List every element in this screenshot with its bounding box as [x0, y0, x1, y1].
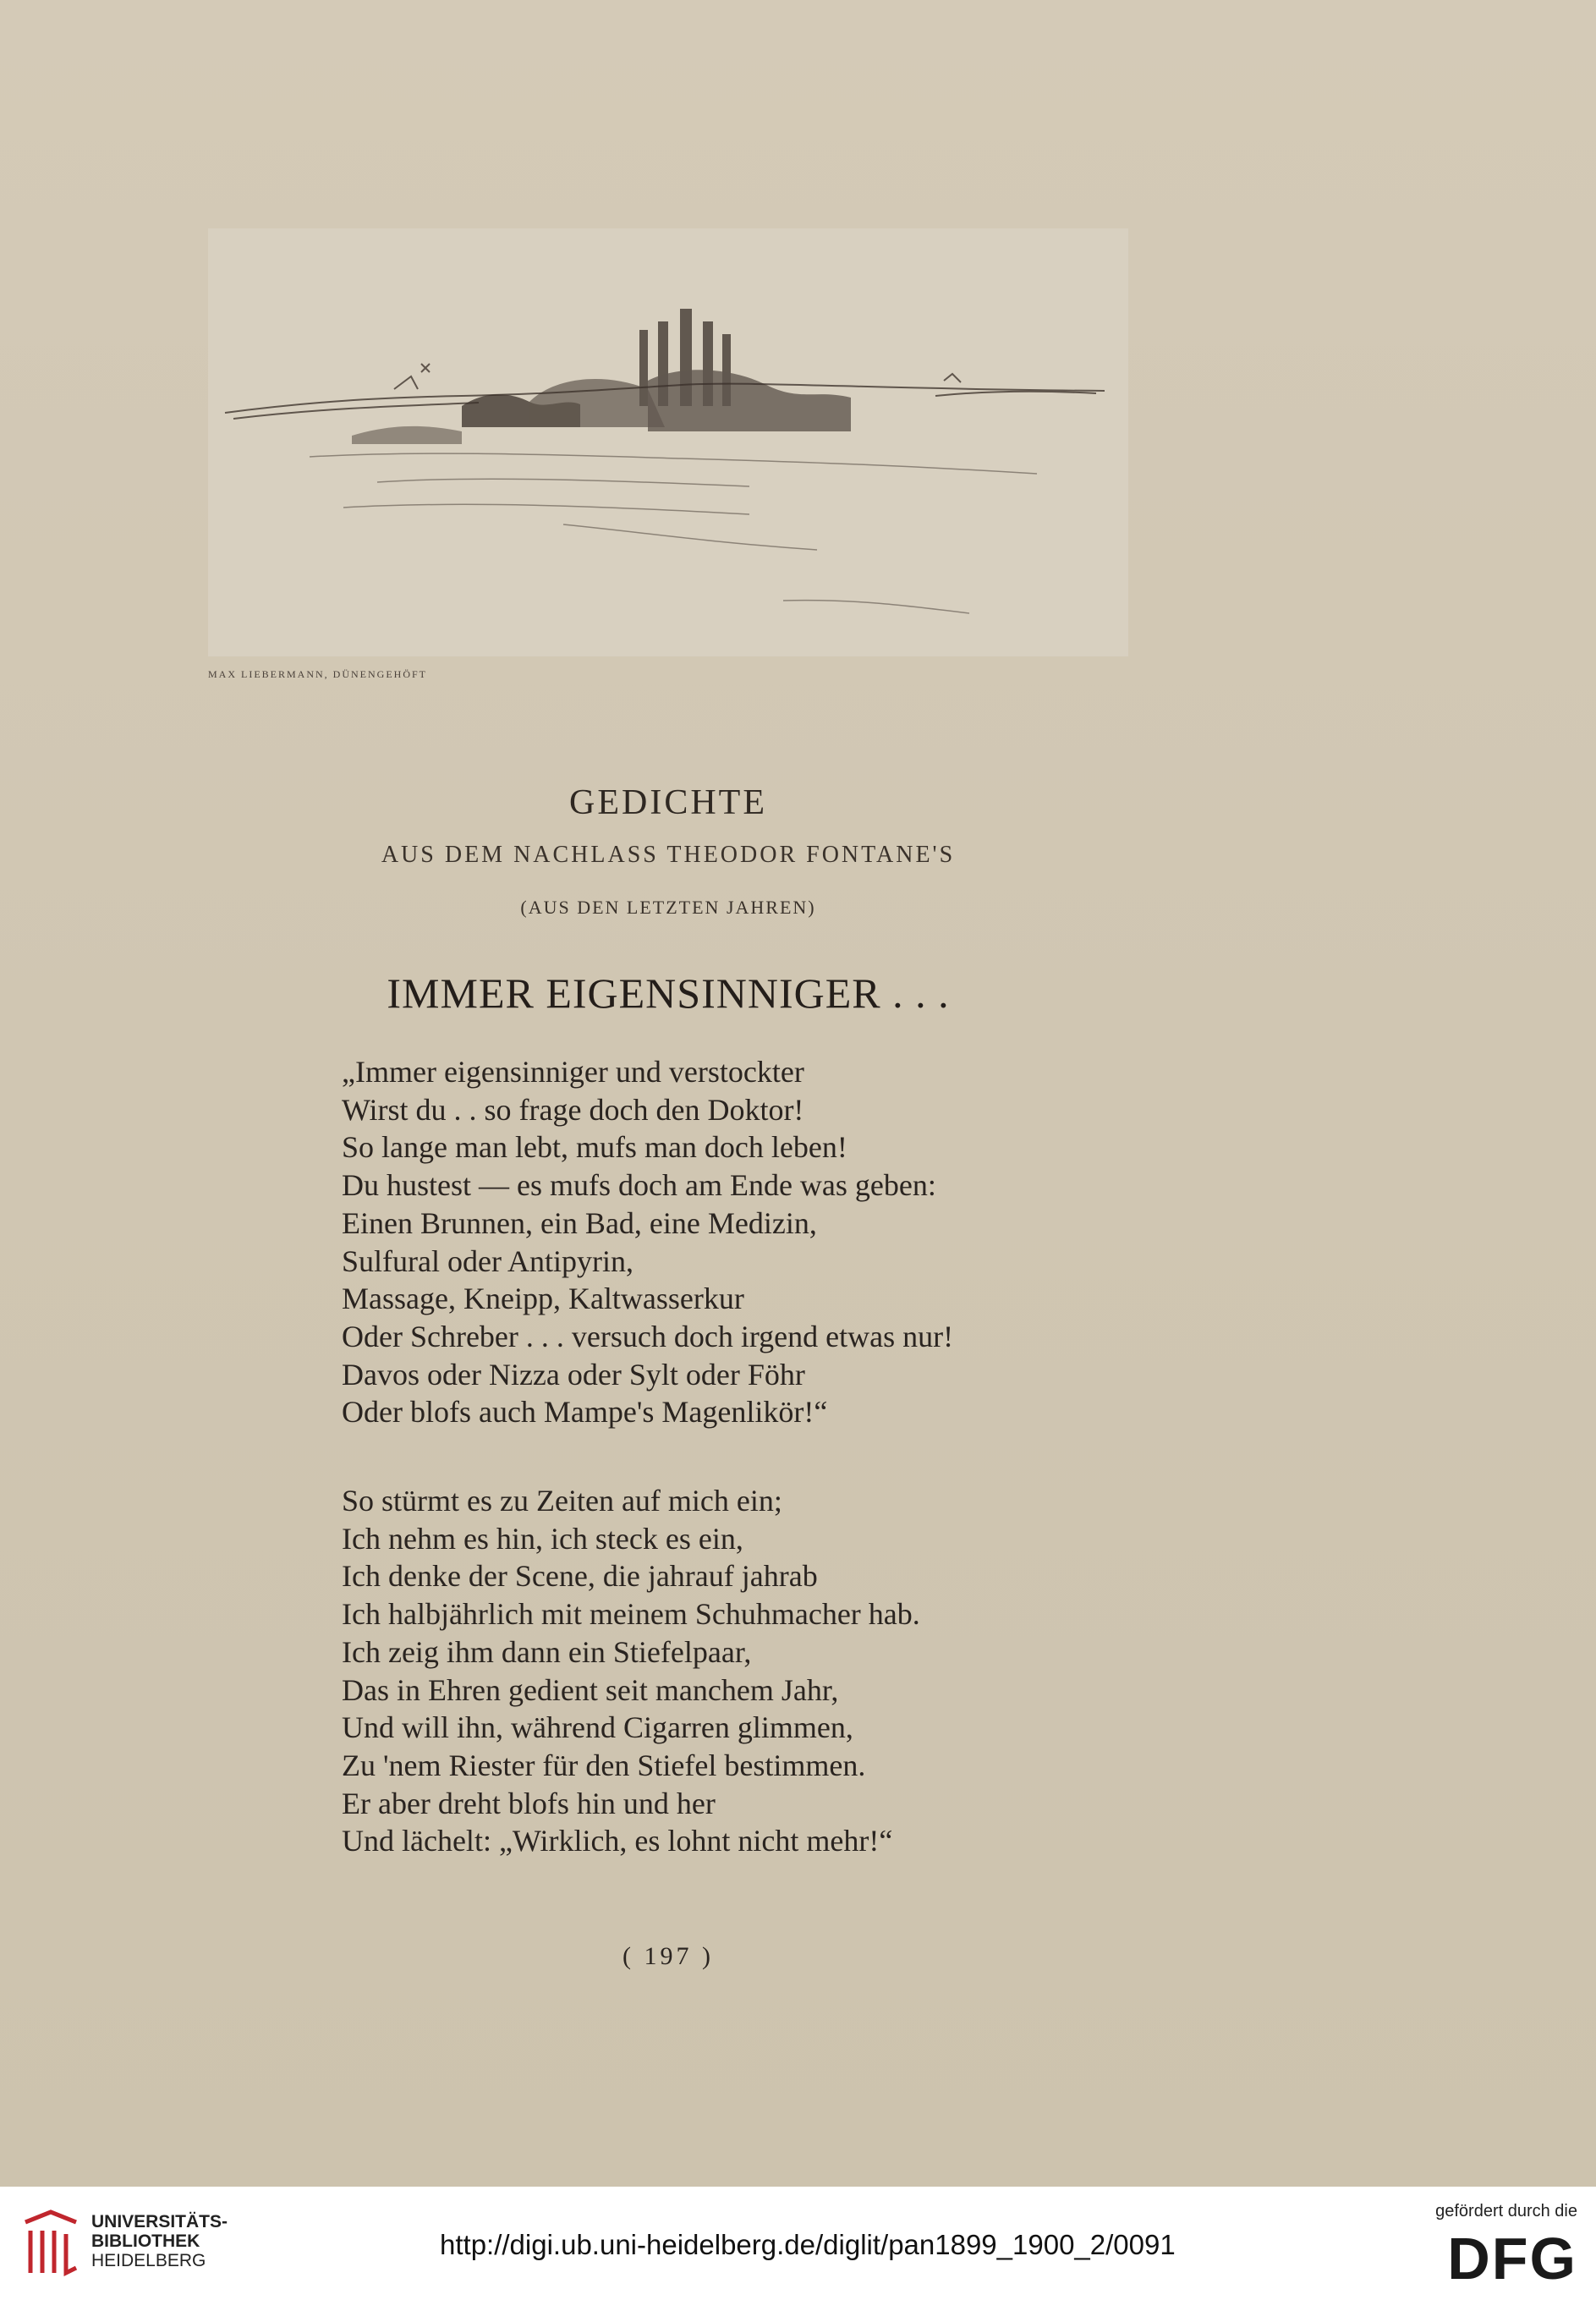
funded-by-label: gefördert durch die [1435, 2202, 1577, 2220]
poem-title: IMMER EIGENSINNIGER . . . [387, 969, 950, 1017]
library-name-line: HEIDELBERG [91, 2251, 206, 2270]
permalink-url[interactable]: http://digi.ub.uni-heidelberg.de/diglit/pan1899_1900_2/0091 [440, 2229, 1176, 2260]
poem-line: Das in Ehren gedient seit manchem Jahr, [342, 1672, 839, 1707]
poem-line: Und will ihn, während Cigarren glimmen, [342, 1710, 853, 1745]
poem-line: Ich halbjährlich mit meinem Schuhmacher hab. [342, 1597, 920, 1632]
stanza-1 [342, 1053, 1103, 1431]
plate-caption: MAX LIEBERMANN, DÜNENGEHÖFT [208, 668, 427, 680]
library-name-line: UNIVERSITÄTS- [91, 2212, 228, 2231]
poem-line: So stürmt es zu Zeiten auf mich ein; [342, 1484, 782, 1518]
poem-line: Ich zeig ihm dann ein Stiefelpaar, [342, 1634, 752, 1669]
series-subtitle: AUS DEM NACHLASS THEODOR FONTANE'S [381, 842, 956, 868]
poem-line: Du hustest — es mufs doch am Ende was geben: [342, 1168, 936, 1203]
stanza-2 [342, 1482, 1103, 1860]
poem-line: Er aber dreht blofs hin und her [342, 1786, 716, 1820]
poem-line: Und lächelt: „Wirklich, es lohnt nicht mehr!“ [342, 1824, 893, 1858]
library-name-line: BIBLIOTHEK [91, 2231, 200, 2251]
poem-line: Davos oder Nizza oder Sylt oder Föhr [342, 1357, 805, 1392]
illustration-plate [208, 228, 1128, 656]
poem-line: Zu 'nem Riester für den Stiefel bestimmen. [342, 1748, 866, 1782]
poem-line: Einen Brunnen, ein Bad, eine Medizin, [342, 1205, 817, 1240]
series-note: (AUS DEN LETZTEN JAHREN) [520, 897, 816, 918]
poem-line: Wirst du . . so frage doch den Doktor! [342, 1092, 804, 1127]
poem-line: Oder blofs auch Mampe's Magenlikör!“ [342, 1395, 828, 1430]
poem-line: „Immer eigensinniger und verstockter [342, 1055, 804, 1089]
poem-line: Massage, Kneipp, Kaltwasserkur [342, 1282, 744, 1316]
dfg-logo: DFG [1447, 2226, 1577, 2292]
poem-line: Ich nehm es hin, ich steck es ein, [342, 1521, 743, 1556]
poem-line: So lange man lebt, mufs man doch leben! [342, 1130, 847, 1165]
poem-line: Ich denke der Scene, die jahrauf jahrab [342, 1559, 818, 1594]
poem-line: Oder Schreber . . . versuch doch irgend etwas nur! [342, 1319, 954, 1353]
poem-line: Sulfural oder Antipyrin, [342, 1243, 633, 1278]
page-number: ( 197 ) [622, 1942, 714, 1970]
library-name [91, 2212, 228, 2270]
landscape-sketch-image [208, 228, 1128, 656]
ub-heidelberg-logo-icon [17, 2205, 85, 2281]
footer-bar [0, 2187, 1596, 2300]
series-title: GEDICHTE [569, 783, 767, 822]
